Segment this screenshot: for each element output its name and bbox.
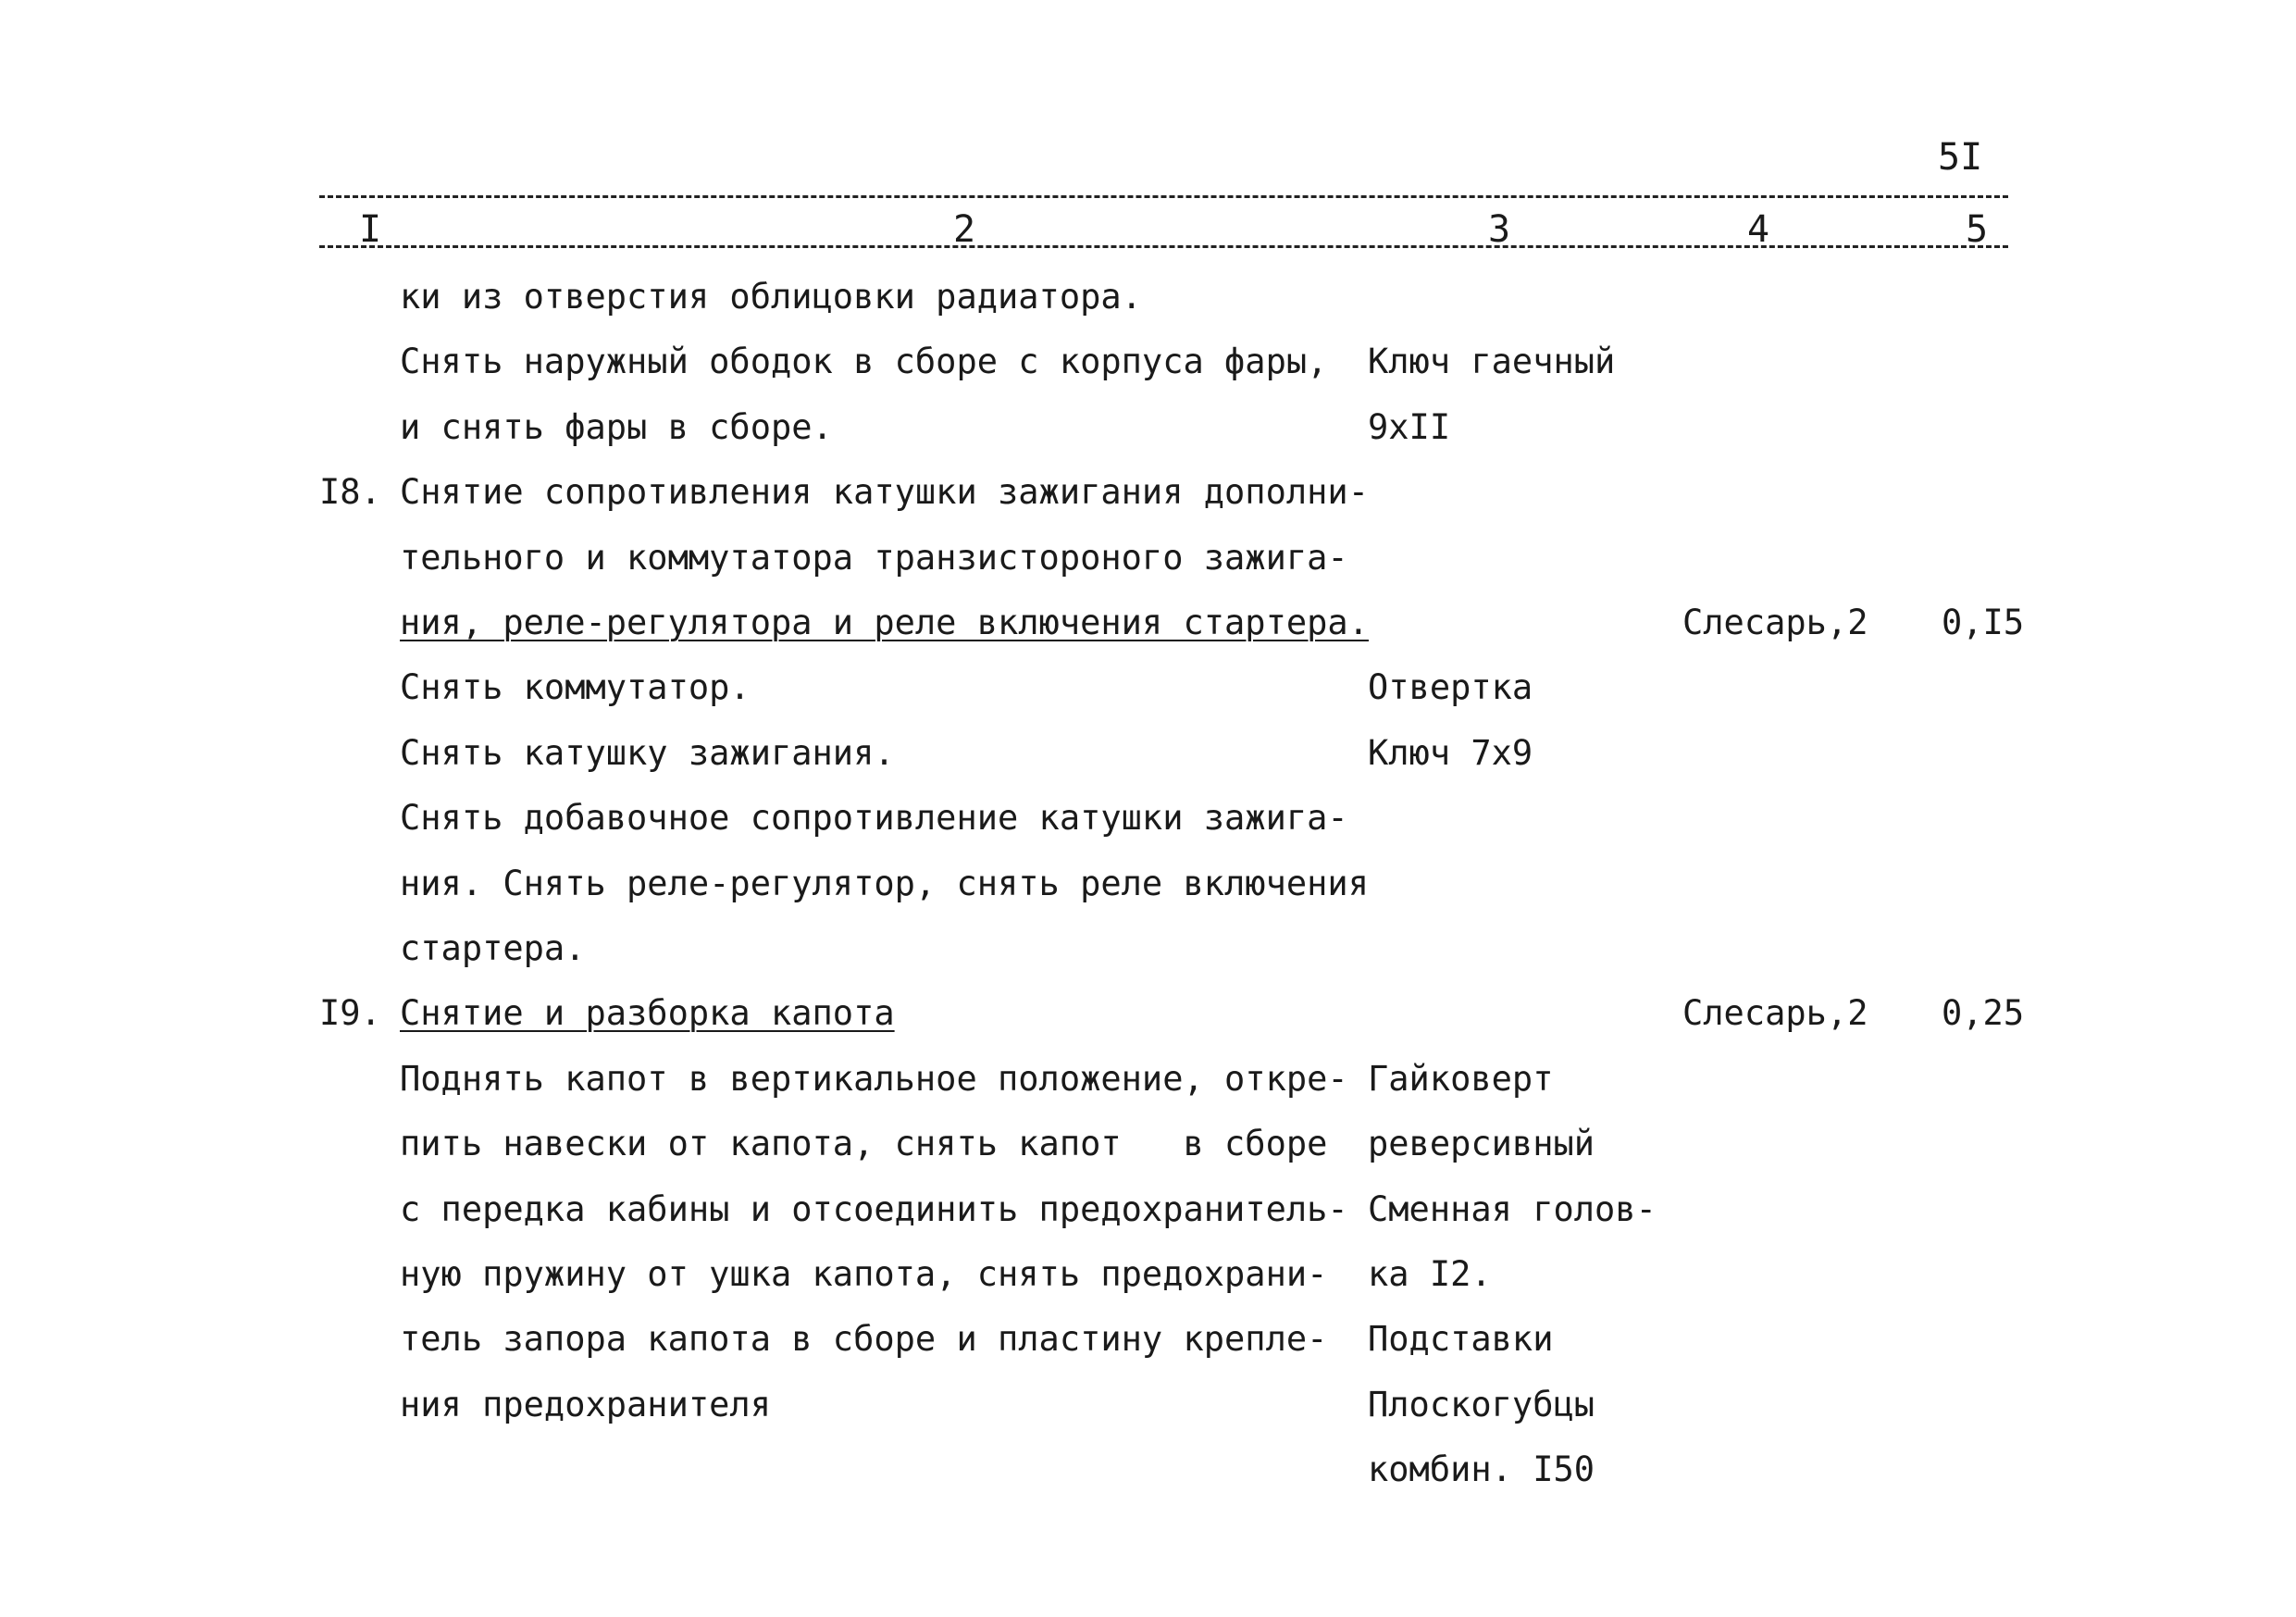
row-tool: 9хII (1368, 407, 1451, 447)
row-operation: тельного и коммутатора транзистороного зажига- (400, 538, 1348, 578)
row-operation: ния, реле-регулятора и реле включения стартера. (400, 603, 1369, 642)
row-operation: Поднять капот в вертикальное положение, откре- (400, 1059, 1348, 1099)
row-operation: с передка кабины и отсоединить предохранитель- (400, 1189, 1348, 1229)
row-tool: Сменная голов- (1368, 1189, 1657, 1229)
row-operation: и снять фары в сборе. (400, 407, 833, 447)
row-operation: ки из отверстия облицовки радиатора. (400, 277, 1142, 317)
row-operation: ния. Снять реле-регулятор, снять реле включения (400, 864, 1369, 903)
row-time: 0,25 (1942, 993, 2025, 1033)
row-tool: ка I2. (1368, 1254, 1492, 1294)
column-header-4: 4 (1747, 208, 1770, 251)
column-header-1: I (359, 208, 382, 251)
page-number: 5I (1938, 136, 1983, 179)
row-tool: комбин. I50 (1368, 1449, 1595, 1489)
row-tool: Ключ 7х9 (1368, 733, 1533, 773)
row-operation: Снять коммутатор. (400, 667, 751, 707)
row-number: I8. (319, 472, 381, 512)
row-tool: реверсивный (1368, 1124, 1595, 1163)
column-header-5: 5 (1966, 208, 1989, 251)
row-operation: Снять катушку зажигания. (400, 733, 895, 773)
row-operation: Снять наружный ободок в сборе с корпуса фары, (400, 342, 1328, 381)
row-tool: Ключ гаечный (1368, 342, 1616, 381)
row-operation: Снятие и разборка капота (400, 993, 895, 1033)
row-operation: пить навески от капота, снять капот в сборе (400, 1124, 1328, 1163)
row-operation: тель запора капота в сборе и пластину крепле- (400, 1319, 1328, 1359)
row-operation: ния предохранителя (400, 1385, 771, 1424)
row-number: I9. (319, 993, 381, 1033)
row-tool: Гайковерт (1368, 1059, 1554, 1099)
row-time: 0,I5 (1942, 603, 2025, 642)
column-header-2: 2 (953, 208, 976, 251)
header-bottom-rule (319, 245, 2008, 248)
row-worker: Слесарь,2 (1682, 603, 1868, 642)
row-tool: Плоскогубцы (1368, 1385, 1595, 1424)
row-tool: Подставки (1368, 1319, 1554, 1359)
row-operation: ную пружину от ушка капота, снять предохрани- (400, 1254, 1328, 1294)
row-worker: Слесарь,2 (1682, 993, 1868, 1033)
header-top-rule (319, 195, 2008, 198)
row-operation: Снятие сопротивления катушки зажигания дополни- (400, 472, 1369, 512)
column-header-3: 3 (1488, 208, 1511, 251)
row-operation: стартера. (400, 928, 586, 968)
row-tool: Отвертка (1368, 667, 1533, 707)
row-operation: Снять добавочное сопротивление катушки зажига- (400, 798, 1348, 838)
